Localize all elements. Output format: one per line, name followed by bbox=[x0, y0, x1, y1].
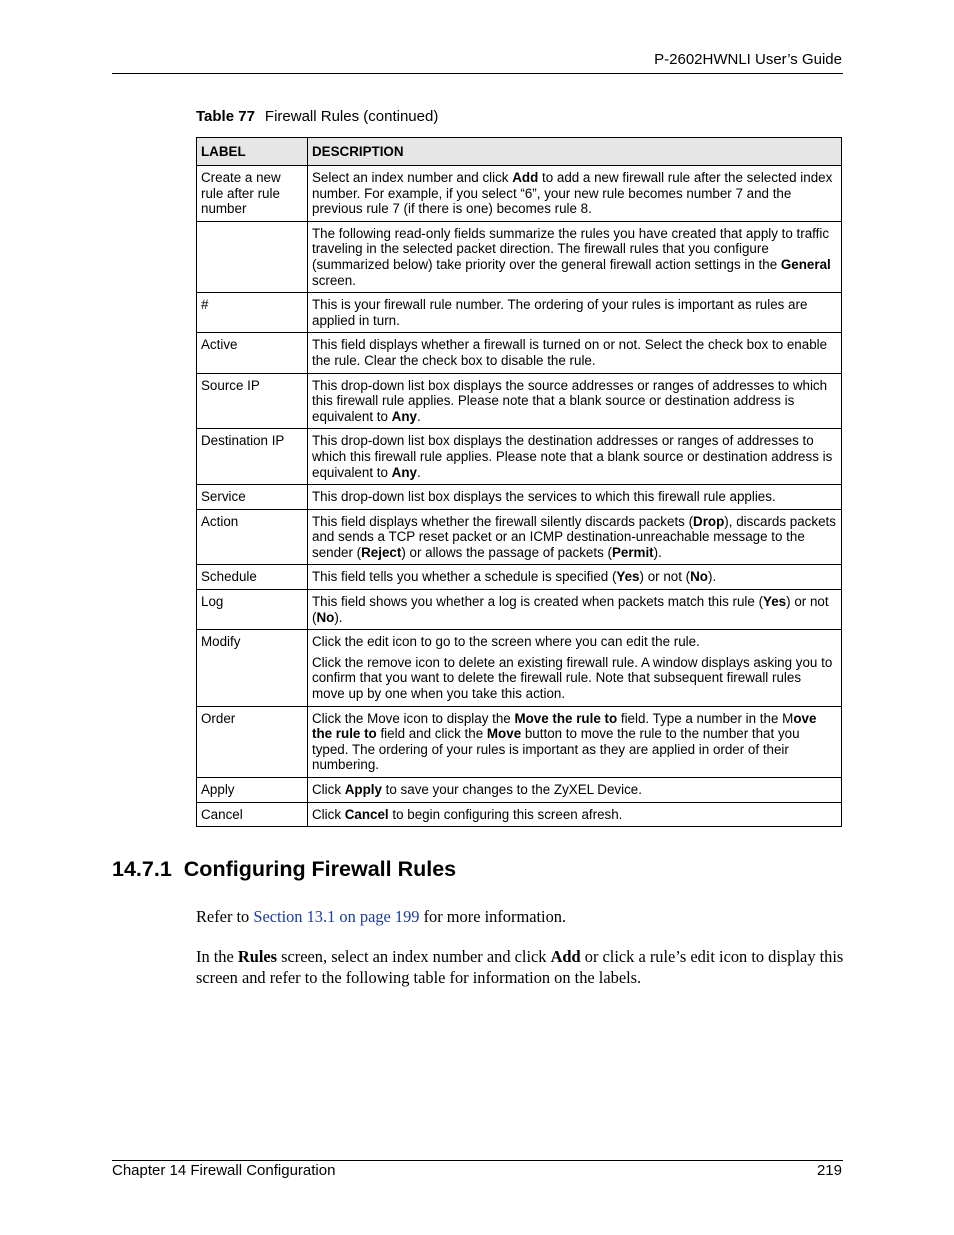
text-run: . bbox=[416, 408, 421, 424]
description-paragraph bbox=[312, 297, 837, 328]
text-run: to save your changes to the ZyXEL Device. bbox=[381, 782, 642, 797]
section-link[interactable]: Section 13.1 on page 199 bbox=[253, 907, 420, 926]
description-paragraph bbox=[312, 634, 837, 650]
row-description bbox=[308, 333, 842, 373]
row-label: Action bbox=[197, 509, 308, 565]
text-run: . bbox=[416, 464, 421, 480]
table-row bbox=[197, 166, 842, 222]
text-run: ). bbox=[334, 609, 343, 625]
row-label: Modify bbox=[197, 630, 308, 706]
text-run: Click the Move icon to display the bbox=[312, 710, 515, 726]
bold-term: Reject bbox=[361, 544, 402, 560]
text-run: ) or not ( bbox=[312, 594, 829, 625]
description-paragraph bbox=[312, 711, 837, 773]
description-paragraph bbox=[312, 378, 837, 425]
description-paragraph bbox=[312, 569, 837, 585]
description-paragraph bbox=[312, 807, 837, 823]
text-run: This field shows you whether a log is created when packets match this rule ( bbox=[312, 594, 764, 610]
table-row bbox=[197, 429, 842, 485]
text-run: This is your firewall rule number. The ordering of your rules is important as rules are applied in turn. bbox=[312, 297, 808, 328]
bold-term: General bbox=[780, 256, 831, 272]
row-description bbox=[308, 373, 842, 429]
table-caption-title: Firewall Rules (continued) bbox=[264, 108, 439, 125]
column-header-description: DESCRIPTION bbox=[308, 138, 842, 166]
text-run: This drop-down list box displays the destination addresses or ranges of addresses to which this firewall rule applies. Please note that a blank source or destination address is equivalent to bbox=[312, 433, 833, 480]
bold-term: Cancel bbox=[344, 806, 389, 822]
row-description bbox=[308, 509, 842, 565]
description-paragraph bbox=[312, 170, 837, 217]
text-run: ) or allows the passage of packets ( bbox=[401, 544, 612, 560]
reference-text-after: for more information. bbox=[419, 907, 567, 926]
section-heading bbox=[112, 857, 456, 882]
reference-text-before: Refer to bbox=[196, 907, 254, 926]
text-run: Click the edit icon to go to the screen where you can edit the rule. bbox=[312, 634, 700, 650]
description-paragraph bbox=[312, 782, 837, 798]
row-label: # bbox=[197, 293, 308, 333]
bold-term: Yes bbox=[616, 569, 640, 585]
row-description bbox=[308, 590, 842, 630]
row-label: Service bbox=[197, 485, 308, 510]
text-run: ), discards packets and sends a TCP reset packet or an ICMP destination-unreachable message to the sender ( bbox=[312, 513, 836, 560]
body-paragraph-reference bbox=[196, 906, 846, 927]
bold-term: Permit bbox=[611, 544, 654, 560]
bold-term: Move the rule to bbox=[514, 710, 618, 726]
text-run: In the bbox=[196, 947, 238, 966]
row-description bbox=[308, 293, 842, 333]
row-label: Schedule bbox=[197, 565, 308, 590]
table-caption-number: Table 77 bbox=[196, 108, 255, 125]
table-row bbox=[197, 373, 842, 429]
text-run: The following read-only fields summarize the rules you have created that apply to traffic traveling in the selected packet direction. The firewall rules that you configure (summarized below) take priority over the general firewall action settings in the bbox=[312, 225, 830, 272]
row-label: Active bbox=[197, 333, 308, 373]
description-paragraph bbox=[312, 337, 837, 368]
text-run: ). bbox=[707, 569, 717, 585]
bold-term: Any bbox=[391, 408, 417, 424]
text-run: This drop-down list box displays the source addresses or ranges of addresses to which this firewall rule applies. Please note that a blank source or destination address is equivalent to bbox=[312, 377, 828, 424]
description-paragraph bbox=[312, 489, 837, 505]
table-row bbox=[197, 485, 842, 510]
text-run: ) or not ( bbox=[639, 569, 691, 585]
bold-term: No bbox=[690, 569, 708, 585]
section-title: Configuring Firewall Rules bbox=[183, 857, 457, 881]
row-description bbox=[308, 630, 842, 706]
row-description bbox=[308, 166, 842, 222]
row-label: Cancel bbox=[197, 802, 308, 827]
text-run: Select an index number and click bbox=[312, 170, 513, 185]
bold-term: Move bbox=[486, 726, 522, 742]
text-run: field and click the bbox=[376, 726, 487, 742]
footer-divider bbox=[112, 1160, 843, 1161]
text-run: or click a rule’s edit icon to display this screen and refer to the following table for information on the labels. bbox=[196, 947, 844, 987]
text-run: This field displays whether the firewall silently discards packets ( bbox=[312, 513, 694, 529]
bold-term: Yes bbox=[763, 594, 787, 610]
bold-term: Drop bbox=[693, 513, 725, 529]
text-run: Click the remove icon to delete an existing firewall rule. A window displays asking you to confirm that you want to delete the firewall rule. Note that subsequent firewall rules move up by one when you take this action. bbox=[312, 654, 833, 702]
table-row bbox=[197, 221, 842, 292]
table-row bbox=[197, 802, 842, 827]
table-row bbox=[197, 778, 842, 803]
table-row bbox=[197, 565, 842, 590]
table-row bbox=[197, 293, 842, 333]
row-label: Log bbox=[197, 590, 308, 630]
bold-term: No bbox=[316, 609, 335, 625]
bold-term: Add bbox=[512, 170, 539, 185]
table-row bbox=[197, 630, 842, 706]
footer-chapter: Chapter 14 Firewall Configuration bbox=[112, 1162, 336, 1179]
text-run: This field displays whether a firewall is turned on or not. Select the check box to enable the rule. Clear the check box to disable the rule. bbox=[312, 337, 828, 368]
description-paragraph bbox=[312, 655, 837, 702]
bold-term: ove the rule to bbox=[312, 710, 817, 742]
row-description bbox=[308, 778, 842, 803]
row-description bbox=[308, 485, 842, 510]
bold-term: Add bbox=[550, 947, 581, 966]
text-run: field. Type a number in the M bbox=[617, 710, 794, 726]
table-caption bbox=[196, 108, 438, 125]
row-label: Destination IP bbox=[197, 429, 308, 485]
section-number: 14.7.1 bbox=[112, 857, 172, 881]
text-run: Click bbox=[312, 782, 345, 797]
header-divider bbox=[112, 73, 843, 74]
footer-page-number: 219 bbox=[816, 1162, 842, 1179]
row-description bbox=[308, 802, 842, 827]
text-run: Click bbox=[312, 806, 345, 822]
row-label: Apply bbox=[197, 778, 308, 803]
table-row bbox=[197, 509, 842, 565]
text-run: ). bbox=[653, 544, 662, 560]
text-run: to begin configuring this screen afresh. bbox=[388, 806, 623, 822]
table-row bbox=[197, 706, 842, 777]
text-run: button to move the rule to the number that you typed. The ordering of your rules is important as they are applied in order of their numbering. bbox=[312, 726, 800, 773]
body-paragraph-instructions bbox=[196, 946, 846, 988]
table-row bbox=[197, 333, 842, 373]
firewall-rules-table bbox=[196, 137, 842, 827]
table-row bbox=[197, 590, 842, 630]
text-run: screen, select an index number and click bbox=[277, 947, 551, 966]
row-label: Create a new rule after rule number bbox=[197, 166, 308, 222]
row-label: Source IP bbox=[197, 373, 308, 429]
row-label bbox=[197, 221, 308, 292]
bold-term: Any bbox=[391, 464, 417, 480]
running-header-title: P-2602HWNLI User’s Guide bbox=[654, 51, 842, 68]
description-paragraph bbox=[312, 594, 837, 625]
description-paragraph bbox=[312, 433, 837, 480]
bold-term: Rules bbox=[237, 947, 278, 966]
text-run: This drop-down list box displays the services to which this firewall rule applies. bbox=[312, 489, 776, 505]
row-description bbox=[308, 565, 842, 590]
table-body bbox=[197, 166, 842, 827]
text-run: This field tells you whether a schedule is specified ( bbox=[312, 569, 617, 585]
table-header-row bbox=[197, 138, 842, 166]
bold-term: Apply bbox=[344, 782, 382, 797]
text-run: screen. bbox=[312, 272, 356, 288]
description-paragraph bbox=[312, 514, 837, 561]
column-header-label: LABEL bbox=[197, 138, 308, 166]
row-description bbox=[308, 429, 842, 485]
text-run: to add a new firewall rule after the selected index number. For example, if you select “6”, your new rule becomes number 7 and the previous rule 7 (if there is one) becomes rule 8. bbox=[312, 170, 833, 217]
row-description bbox=[308, 706, 842, 777]
row-label: Order bbox=[197, 706, 308, 777]
description-paragraph bbox=[312, 226, 837, 288]
row-description bbox=[308, 221, 842, 292]
